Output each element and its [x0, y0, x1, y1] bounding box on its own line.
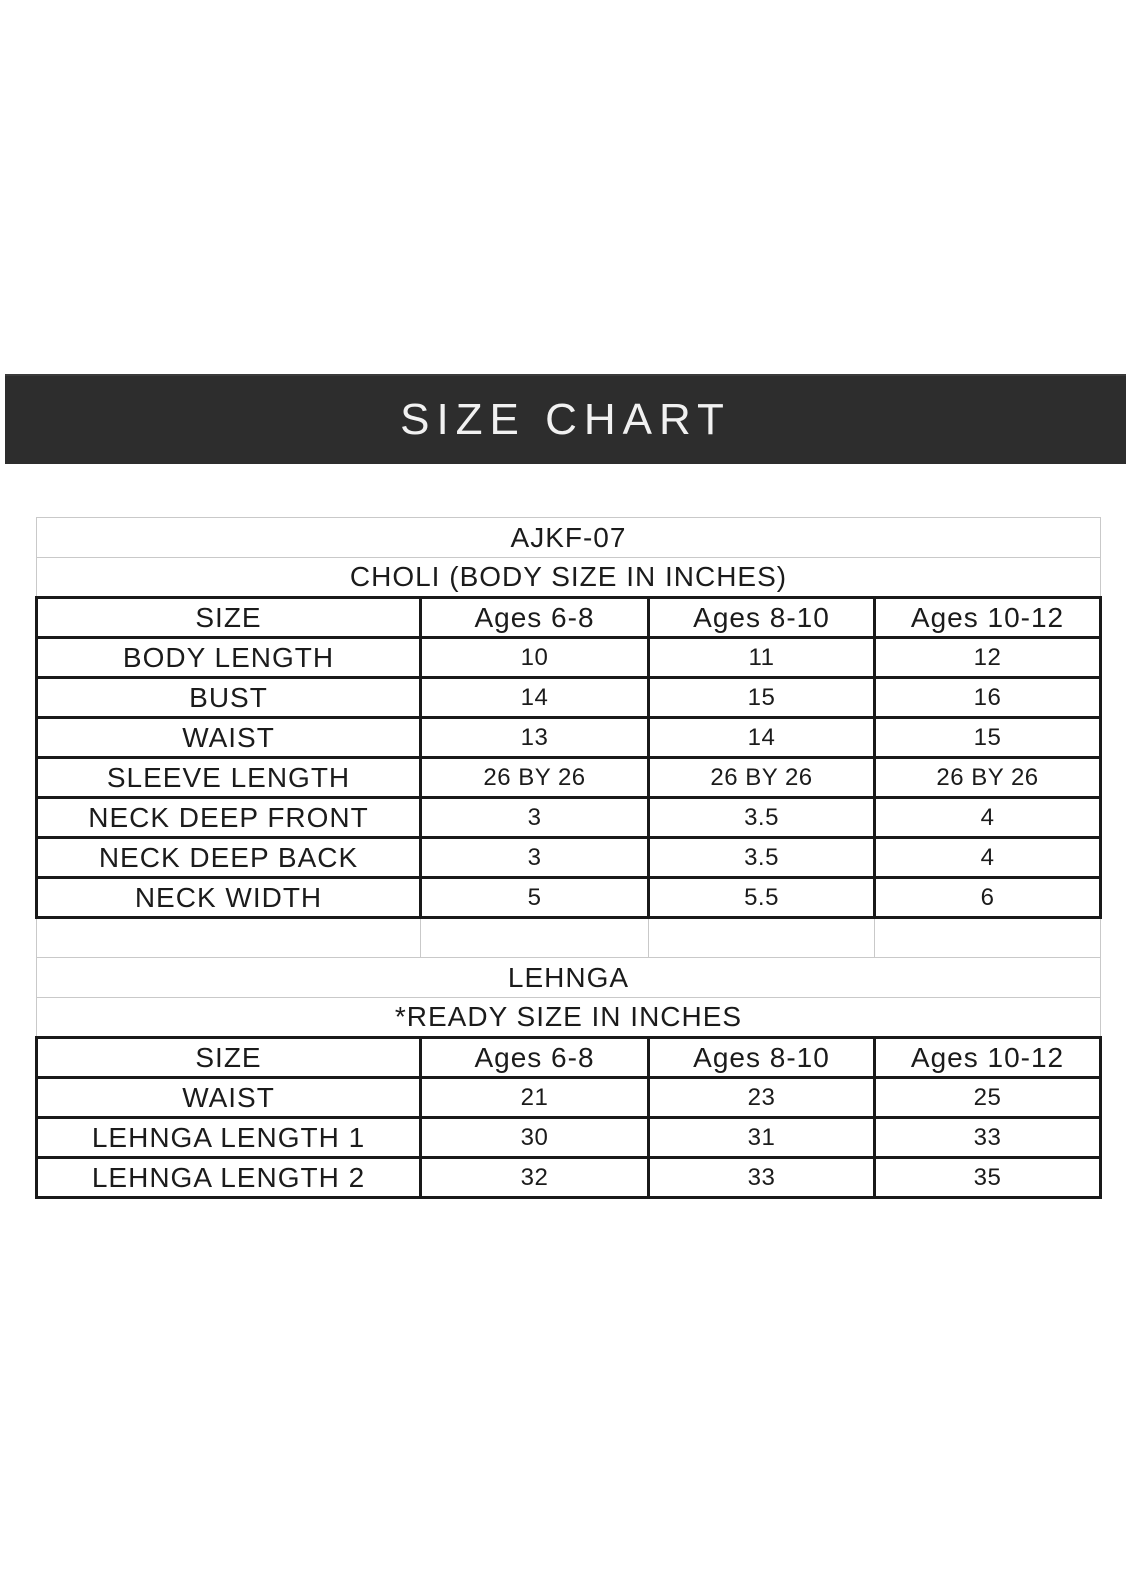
value-cell: 10	[421, 638, 649, 678]
value-cell: 14	[421, 678, 649, 718]
table-row-neck-deep-back	[37, 838, 1101, 878]
size-chart-table-container	[35, 517, 1102, 1199]
empty-cell	[649, 918, 875, 958]
value-cell: 14	[649, 718, 875, 758]
table-row-lehnga-length-1	[37, 1118, 1101, 1158]
table-row-lehnga-length-2	[37, 1158, 1101, 1198]
value-cell: 35	[875, 1158, 1101, 1198]
section1-header-ages-6-8: Ages 6-8	[421, 598, 649, 638]
value-cell: 3	[421, 798, 649, 838]
section2-title-row	[37, 958, 1101, 998]
value-cell: 23	[649, 1078, 875, 1118]
value-cell: 5.5	[649, 878, 875, 918]
row-label: NECK WIDTH	[37, 878, 421, 918]
spacer-row	[37, 918, 1101, 958]
section2-header-size: SIZE	[37, 1038, 421, 1078]
value-cell: 26 BY 26	[649, 758, 875, 798]
value-cell: 13	[421, 718, 649, 758]
value-cell: 3.5	[649, 838, 875, 878]
table-row-waist	[37, 718, 1101, 758]
section1-header-ages-8-10: Ages 8-10	[649, 598, 875, 638]
value-cell: 31	[649, 1118, 875, 1158]
row-label: NECK DEEP BACK	[37, 838, 421, 878]
row-label: LEHNGA LENGTH 1	[37, 1118, 421, 1158]
value-cell: 3.5	[649, 798, 875, 838]
section2-header-ages-8-10: Ages 8-10	[649, 1038, 875, 1078]
size-chart-table	[35, 517, 1102, 1199]
section2-header-ages-6-8: Ages 6-8	[421, 1038, 649, 1078]
row-label: NECK DEEP FRONT	[37, 798, 421, 838]
value-cell: 32	[421, 1158, 649, 1198]
value-cell: 25	[875, 1078, 1101, 1118]
value-cell: 30	[421, 1118, 649, 1158]
value-cell: 26 BY 26	[421, 758, 649, 798]
section2-header-row	[37, 1038, 1101, 1078]
section1-title-row	[37, 558, 1101, 598]
value-cell: 4	[875, 798, 1101, 838]
value-cell: 33	[649, 1158, 875, 1198]
value-cell: 5	[421, 878, 649, 918]
value-cell: 15	[649, 678, 875, 718]
product-code-cell: AJKF-07	[37, 518, 1101, 558]
table-row-neck-width	[37, 878, 1101, 918]
value-cell: 4	[875, 838, 1101, 878]
size-chart-banner	[5, 374, 1126, 464]
table-row-bust	[37, 678, 1101, 718]
section2-title-cell: LEHNGA	[37, 958, 1101, 998]
table-row-sleeve-length	[37, 758, 1101, 798]
value-cell: 26 BY 26	[875, 758, 1101, 798]
value-cell: 3	[421, 838, 649, 878]
section1-header-size: SIZE	[37, 598, 421, 638]
section2-subtitle-cell: *READY SIZE IN INCHES	[37, 998, 1101, 1038]
section2-header-ages-10-12: Ages 10-12	[875, 1038, 1101, 1078]
row-label: LEHNGA LENGTH 2	[37, 1158, 421, 1198]
table-row-lehnga-waist	[37, 1078, 1101, 1118]
row-label: BUST	[37, 678, 421, 718]
row-label: BODY LENGTH	[37, 638, 421, 678]
empty-cell	[421, 918, 649, 958]
table-row-body-length	[37, 638, 1101, 678]
value-cell: 33	[875, 1118, 1101, 1158]
value-cell: 11	[649, 638, 875, 678]
empty-cell	[875, 918, 1101, 958]
table-row-neck-deep-front	[37, 798, 1101, 838]
section2-subtitle-row	[37, 998, 1101, 1038]
value-cell: 21	[421, 1078, 649, 1118]
product-code-row	[37, 518, 1101, 558]
row-label: WAIST	[37, 1078, 421, 1118]
value-cell: 12	[875, 638, 1101, 678]
empty-cell	[37, 918, 421, 958]
section1-title-cell: CHOLI (BODY SIZE IN INCHES)	[37, 558, 1101, 598]
value-cell: 16	[875, 678, 1101, 718]
row-label: WAIST	[37, 718, 421, 758]
value-cell: 15	[875, 718, 1101, 758]
section1-header-ages-10-12: Ages 10-12	[875, 598, 1101, 638]
section1-header-row	[37, 598, 1101, 638]
banner-title: SIZE CHART	[400, 395, 731, 444]
value-cell: 6	[875, 878, 1101, 918]
row-label: SLEEVE LENGTH	[37, 758, 421, 798]
